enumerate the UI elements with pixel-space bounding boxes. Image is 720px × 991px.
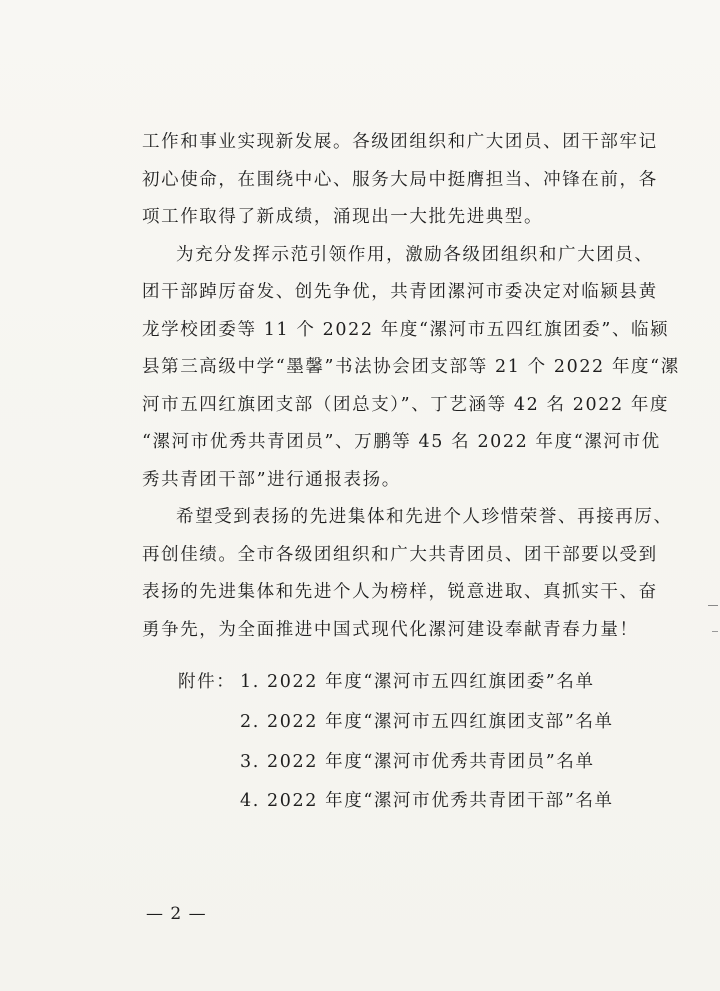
paragraph-2 [142, 237, 680, 500]
text-line: 勇争先，为全面推进中国式现代化漯河建设奉献青春力量！ [142, 619, 639, 640]
text-line: 工作和事业实现新发展。各级团组织和广大团员、团干部牢记 [142, 132, 658, 152]
attachment-item-1: 1. 2022 年度“漯河市五四红旗团委”名单 [240, 672, 595, 692]
attachment-item-3: 3. 2022 年度“漯河市优秀共青团员”名单 [240, 752, 595, 772]
text-line: 龙学校团委等 11 个 2022 年度“漯河市五四红旗团委”、临颍 [142, 319, 670, 340]
text-line: 希望受到表扬的先进集体和先进个人珍惜荣誉、再接再厉、 [176, 507, 673, 527]
page-number: — 2 — [146, 904, 207, 924]
attachment-item-2: 2. 2022 年度“漯河市五四红旗团支部”名单 [240, 712, 614, 732]
text-line: 河市五四红旗团支部（团总支）”、丁艺涵等 42 名 2022 年度 [142, 394, 670, 415]
paragraph-1 [142, 124, 658, 237]
text-line: 团干部踔厉奋发、创先争优，共青团漯河市委决定对临颍县黄 [142, 282, 658, 302]
attachments-label: 附件： [178, 672, 236, 692]
text-line: 表扬的先进集体和先进个人为榜样，锐意进取、真抓实干、奋 [142, 582, 658, 602]
text-line: 秀共青团干部”进行通报表扬。 [142, 469, 401, 490]
text-line: 再创佳绩。全市各级团组织和广大共青团员、团干部要以受到 [142, 544, 658, 565]
text-line: 为充分发挥示范引领作用，激励各级团组织和广大团员、 [176, 244, 654, 265]
text-line: 初心使命，在围绕中心、服务大局中挺膺担当、冲锋在前，各 [142, 169, 658, 190]
text-line: “漯河市优秀共青团员”、万鹏等 45 名 2022 年度“漯河市优 [142, 432, 661, 452]
scan-margin-mark [712, 631, 718, 632]
document-body [142, 124, 680, 649]
scan-margin-mark [708, 605, 718, 606]
text-line: 县第三高级中学“墨馨”书法协会团支部等 21 个 2022 年度“漯 [142, 357, 680, 377]
attachment-item-4: 4. 2022 年度“漯河市优秀共青团干部”名单 [240, 791, 614, 811]
text-line: 项工作取得了新成绩，涌现出一大批先进典型。 [142, 207, 544, 227]
paragraph-3 [142, 499, 673, 649]
